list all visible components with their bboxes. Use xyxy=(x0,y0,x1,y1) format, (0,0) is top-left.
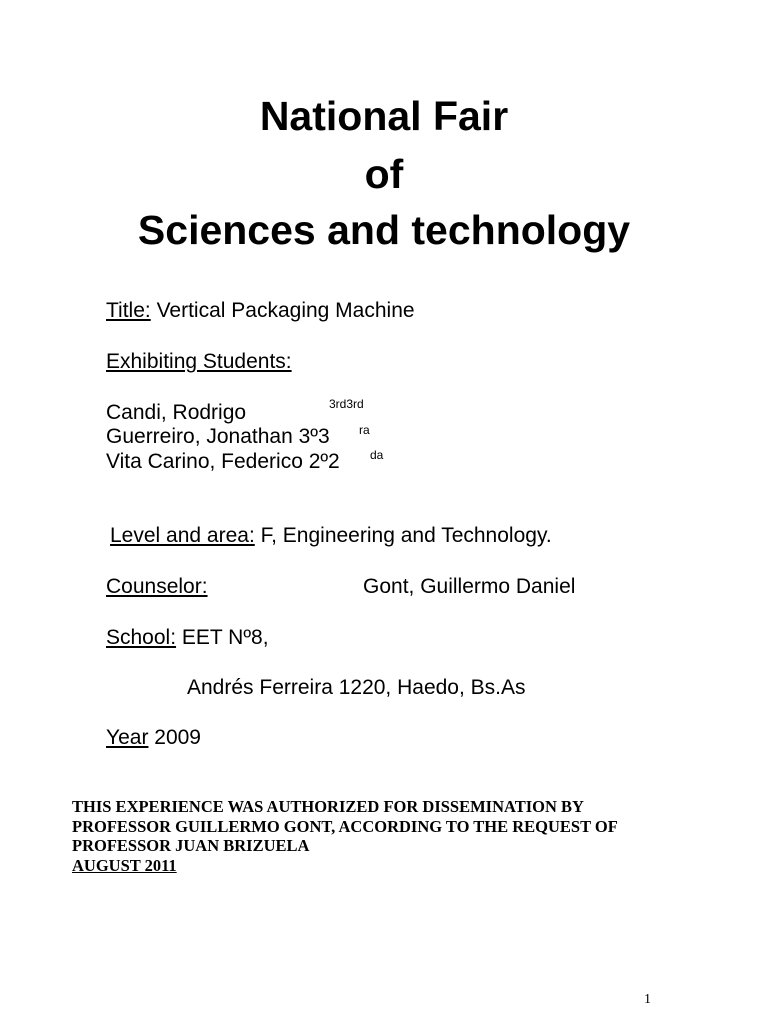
year-label: Year xyxy=(106,726,149,749)
counselor-label-row xyxy=(106,576,208,597)
student-superscript: ra xyxy=(359,423,370,437)
school-value: EET Nº8, xyxy=(176,626,269,649)
school-label: School: xyxy=(106,626,177,649)
heading-line-2: of xyxy=(364,151,404,197)
authorization-date: AUGUST 2011 xyxy=(72,855,177,875)
authorization-line-1: THIS EXPERIENCE WAS AUTHORIZED FOR DISSEMINATION BY xyxy=(72,797,584,816)
authorization-note xyxy=(72,797,732,875)
title-value: Vertical Packaging Machine xyxy=(150,299,415,322)
school-row xyxy=(106,627,269,648)
level-row xyxy=(110,525,552,546)
level-label: Level and area: xyxy=(110,524,255,547)
student-superscript: da xyxy=(370,448,384,462)
counselor-label: Counselor: xyxy=(106,575,208,598)
authorization-line-3: PROFESSOR JUAN BRIZUELA xyxy=(72,836,310,855)
student-name: Vita Carino, Federico 2º2 xyxy=(106,450,340,473)
student-name: Candi, Rodrigo xyxy=(106,401,247,424)
year-row xyxy=(106,727,201,748)
title-row xyxy=(106,300,415,321)
student-name: Guerreiro, Jonathan 3º3 xyxy=(106,425,330,448)
students-row xyxy=(106,351,292,372)
title-label: Title: xyxy=(106,299,151,322)
year-value: 2009 xyxy=(148,726,201,749)
school-address: Andrés Ferreira 1220, Haedo, Bs.As xyxy=(187,676,526,699)
heading-line-3: Sciences and technology xyxy=(137,207,631,253)
students-label: Exhibiting Students: xyxy=(106,350,292,373)
student-superscript: 3rd3rd xyxy=(329,397,364,411)
level-value: F, Engineering and Technology. xyxy=(254,524,552,547)
heading-line-1: National Fair xyxy=(259,93,509,139)
authorization-line-2: PROFESSOR GUILLERMO GONT, ACCORDING TO THE REQUEST OF xyxy=(72,816,618,836)
counselor-value: Gont, Guillermo Daniel xyxy=(363,575,576,598)
page-number: 1 xyxy=(644,992,651,1007)
